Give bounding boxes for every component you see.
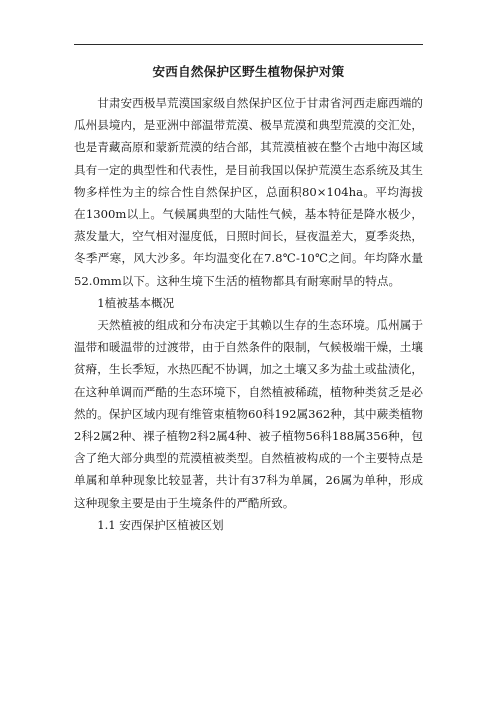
paragraph-intro: 甘肃安西极旱荒漠国家级自然保护区位于甘肃省河西走廊西端的瓜州县境内，是亚洲中部温带荒漠、极旱荒漠和典型荒漠的交汇处，也是青藏高原和蒙新荒漠的结合部，其荒漠植被在整个古地中海区域具有一定的典型性和代表性，是目前我国以保护荒漠生态系统及其生物多样性为主的综合性自然保护区，总面积80×104ha。平均海拔在1300m以上。气候属典型的大陆性气候，基本特征是降水极少，蒸发量大，空气相对湿度低，日照时间长，昼夜温差大，夏季炎热，冬季严寒，风大沙多。年均温变化在7.8℃-10℃之间。年均降水量52.0mm以下。这种生境下生活的植物都具有耐寒耐旱的特点。	[74, 96, 423, 288]
section-heading-1: 1植被基本概况	[97, 295, 175, 310]
header-rule	[74, 44, 423, 45]
section-heading-1-1: 1.1 安西保护区植被区划	[97, 517, 224, 532]
document-body	[74, 92, 423, 536]
paragraph-vegetation: 天然植被的组成和分布决定于其赖以生存的生态环境。瓜州属于温带和暖温带的过渡带，由于自然条件的限制，气候极端干燥，土壤贫瘠，生长季短，水热匹配不协调，加之土壤又多为盐土或盐渍化，在这种单调而严酷的生态环境下，自然植被稀疏，植物种类贫乏是必然的。保护区域内现有维管束植物60科192属362种，其中蕨类植物2科2属2种、裸子植物2科2属4种、被子植物56科188属356种，包含了绝大部分典型的荒漠植被类型。自然植被构成的一个主要特点是单属和单种现象比较显著，共计有37科为单属，26属为单种，形成这种现象主要是由于生境条件的严酷所致。	[74, 318, 423, 510]
document-title: 安西自然保护区野生植物保护对策	[152, 64, 345, 79]
